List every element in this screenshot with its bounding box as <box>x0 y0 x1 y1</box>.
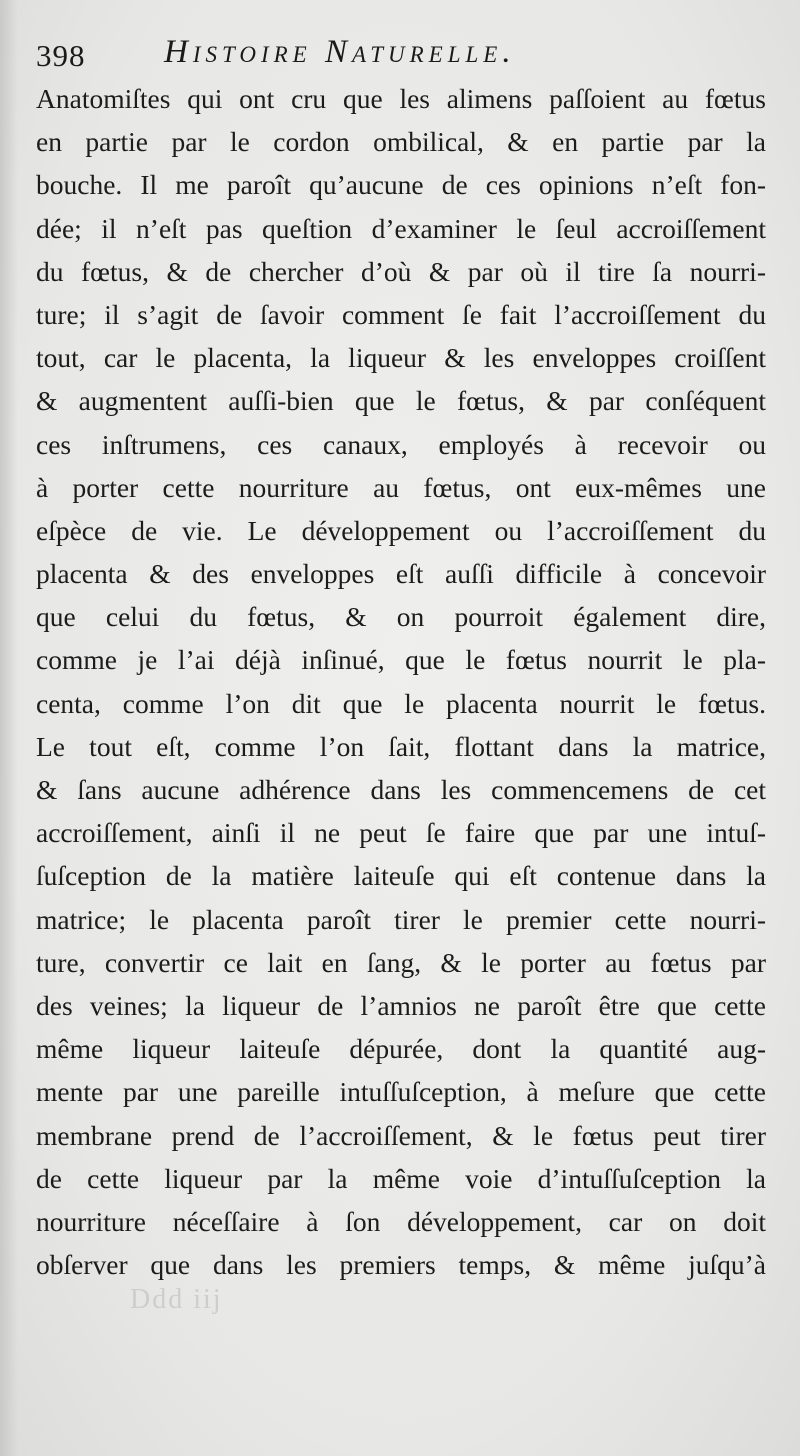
text-line: centa, comme l’on dit que le placenta nourrit le fœtus. <box>36 687 766 719</box>
text-line: en partie par le cordon ombilical, & en partie par la <box>36 126 766 158</box>
text-line: du fœtus, & de chercher d’où & par où il tire ſa nourri- <box>36 255 766 287</box>
text-line: mente par une pareille intuſſuſception, à meſure que cette <box>36 1076 766 1108</box>
text-line: obſerver que dans les premiers temps, & même juſqu’à <box>36 1249 766 1281</box>
signature-mark: Ddd iij <box>130 1284 223 1315</box>
text-line: placenta & des enveloppes eſt auſſi difficile à concevoir <box>36 558 766 590</box>
text-line: que celui du fœtus, & on pourroit également dire, <box>36 601 766 633</box>
text-line: accroiſſement, ainſi il ne peut ſe faire que par une intuſ- <box>36 817 766 849</box>
text-line: tout, car le placenta, la liqueur & les enveloppes croiſſent <box>36 342 766 374</box>
text-line: comme je l’ai déjà inſinué, que le fœtus nourrit le pla- <box>36 644 766 676</box>
running-title: Histoire Naturelle. <box>164 34 516 70</box>
text-line: ture, convertir ce lait en ſang, & le porter au fœtus par <box>36 946 766 978</box>
text-line: ces inſtrumens, ces canaux, employés à recevoir ou <box>36 428 766 460</box>
text-line: à porter cette nourriture au fœtus, ont eux-mêmes une <box>36 471 766 503</box>
text-line: matrice; le placenta paroît tirer le premier cette nourri- <box>36 903 766 935</box>
text-line: & ſans aucune adhérence dans les commencemens de cet <box>36 774 766 805</box>
text-line: même liqueur laiteuſe dépurée, dont la quantité aug- <box>36 1033 766 1065</box>
text-line: ſuſception de la matière laiteuſe qui eſt contenue dans la <box>36 860 766 892</box>
text-line: eſpèce de vie. Le développement ou l’accroiſſement du <box>36 514 766 546</box>
page-number: 398 <box>36 38 86 73</box>
text-line: membrane prend de l’accroiſſement, & le fœtus peut tirer <box>36 1119 766 1151</box>
text-line: Le tout eſt, comme l’on ſait, flottant dans la matrice, <box>36 730 766 762</box>
text-line: Anatomiſtes qui ont cru que les alimens paſſoient au fœtus <box>36 83 766 114</box>
text-line: & augmentent auſſi-bien que le fœtus, & par conſéquent <box>36 385 766 417</box>
text-line: dée; il n’eſt pas queſtion d’examiner le ſeul accroiſſement <box>36 212 766 244</box>
page-gutter-shadow <box>0 0 18 1456</box>
text-line: nourriture néceſſaire à ſon développement, car on doit <box>36 1205 766 1237</box>
text-line: ture; il s’agit de ſavoir comment ſe fait l’accroiſſement du <box>36 298 766 330</box>
body-text <box>36 77 766 1286</box>
text-line: bouche. Il me paroît qu’aucune de ces opinions n’eſt fon- <box>36 169 766 201</box>
text-line: des veines; la liqueur de l’amnios ne paroît être que cette <box>36 989 766 1021</box>
text-line: de cette liqueur par la même voie d’intuſſuſception la <box>36 1162 766 1194</box>
